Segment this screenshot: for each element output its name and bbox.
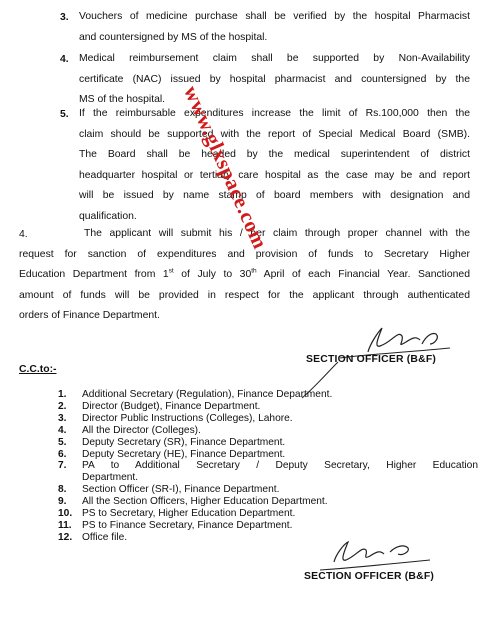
condition-number: 4. [60,54,69,65]
cc-text: PS to Finance Secretary, Finance Department. [82,519,293,531]
cc-text: Deputy Secretary (SR), Finance Department. [82,436,286,448]
cc-text: Deputy Secretary (HE), Finance Department. [82,448,286,460]
cc-number: 7. [58,460,67,472]
cc-text: Department. [82,472,139,484]
condition-number: 3. [60,12,69,23]
officer-title: SECTION OFFICER (B&F) [304,571,435,582]
text-line: and countersigned by MS of the hospital. [79,31,268,43]
cc-text: PS to Secretary, Higher Education Department. [82,508,296,519]
condition-text [79,104,470,228]
signature-scribble [320,540,440,574]
text-line [19,265,470,286]
text-segment: April of each Financial Year. Sanctioned [256,269,470,281]
cc-number: 3. [58,412,67,424]
text-line: The Board shall be headed by the medical superintendent of district [79,149,470,161]
cc-text: Director (Budget), Finance Department. [82,400,261,412]
cc-text: PA to Additional Secretary / Deputy Secretary, Higher Education [82,460,478,472]
cc-number: 5. [58,436,67,448]
cc-text: Director Public Instructions (Colleges), Lahore. [82,412,293,424]
cc-number: 2. [58,400,67,412]
text-line: Vouchers of medicine purchase shall be verified by the hospital Pharmacist [79,11,470,22]
cc-number: 4. [58,424,67,436]
cc-number: 11. [58,519,72,531]
text-line: amount of funds will be provided in respect for the applicant through authenticated [19,289,470,301]
text-line: The applicant will submit his / her claim through proper channel with the [84,228,470,239]
text-line: MS of the hospital. [79,94,166,106]
watermark-text: www.glxspace.com [179,82,273,253]
officer-title: SECTION OFFICER (B&F) [306,354,437,365]
cc-text: Additional Secretary (Regulation), Finance Department. [82,389,333,400]
cc-text: Section Officer (SR-I), Finance Department. [82,484,280,496]
cc-label: C.C.to:- [19,364,57,375]
cc-number: 6. [58,448,67,460]
condition-number: 5. [60,109,69,120]
paragraph-body [19,245,470,327]
condition-text [79,7,470,48]
text-line: headquarter hospital or tertiary care hospital as the case may be and report [79,169,470,181]
text-line: will be issued by name stamp of board members with designation and [79,190,470,202]
text-line: claim should be supported with the report of Special Medical Board (SMB). [79,128,470,140]
cc-text: All the Director (Colleges). [82,424,201,436]
text-line: qualification. [79,210,137,222]
text-line: Medical reimbursement claim shall be supported by Non-Availability [79,53,470,64]
paragraph-line-1 [84,224,470,245]
cc-number: 8. [58,484,67,496]
cc-number: 1. [58,389,67,400]
text-segment: Education Department from 1 [19,269,169,281]
cc-text: Office file. [82,531,128,543]
condition-text [79,49,470,111]
text-segment: of July to 30 [173,269,252,281]
cc-number: 9. [58,496,67,508]
paragraph-number: 4. [19,229,28,240]
cc-text: All the Section Officers, Higher Education Department. [82,496,328,508]
text-line: orders of Finance Department. [19,310,160,322]
ordinal-suffix: st [168,267,174,275]
text-line: request for sanction of expenditures and provision of funds to Secretary Higher [19,248,470,260]
cc-number: 10. [58,508,73,519]
text-line: certificate (NAC) issued by hospital pharmacist and countersigned by the [79,73,470,85]
cc-list [58,389,478,549]
ordinal-suffix: th [251,267,257,275]
text-line: If the reimbursable expenditures increase the limit of Rs.100,000 then the [79,108,470,119]
cc-number: 12. [58,531,73,543]
